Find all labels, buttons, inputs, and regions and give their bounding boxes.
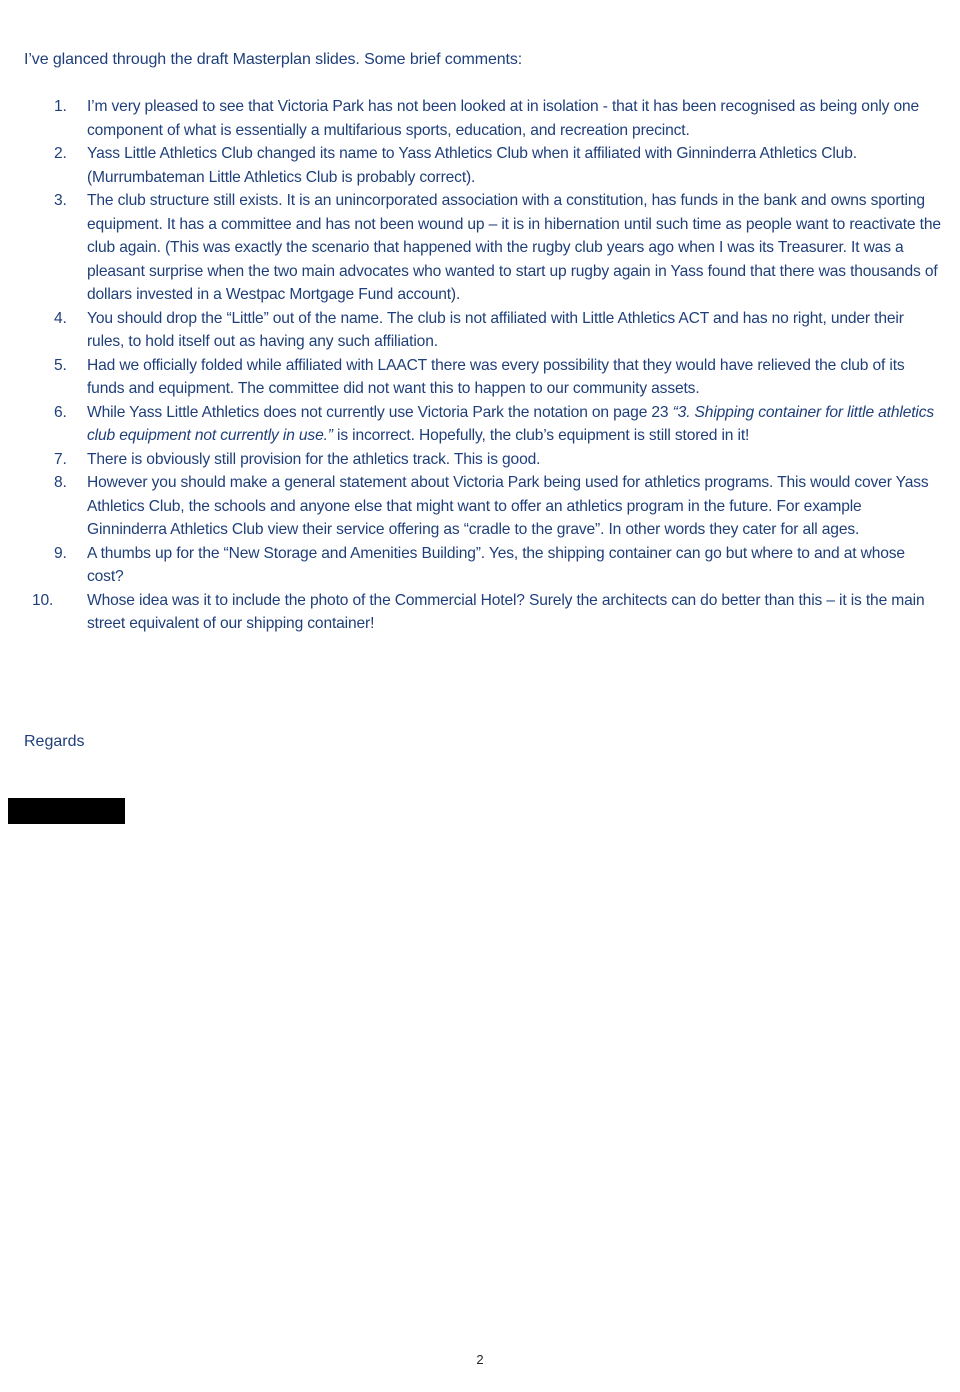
comment-item-4 <box>24 307 944 354</box>
page-number: 2 <box>476 1352 484 1367</box>
comment-text: I’m very pleased to see that Victoria Park has not been looked at in isolation - that it has been recognised as being only one component of what is essentially a multifarious sports, education, and recreation precinct. <box>87 98 920 139</box>
comment-text: Yass Little Athletics Club changed its name to Yass Athletics Club when it affiliated with Ginninderra Athletics Club. (Murrumbateman Little Athletics Club is probably correct). <box>87 145 857 186</box>
comment-item-9 <box>24 542 944 589</box>
comment-item-8 <box>24 471 944 542</box>
comment-number: 6. <box>54 403 67 421</box>
comment-item-1 <box>24 95 944 142</box>
comment-text: You should drop the “Little” out of the name. The club is not affiliated with Little Athletics ACT and has no right, under their rules, to hold itself out as having any such affiliation. <box>87 309 904 350</box>
comment-text: A thumbs up for the “New Storage and Amenities Building”. Yes, the shipping container can go but where to and at whose cost? <box>87 544 905 585</box>
comment-item-10 <box>24 589 944 636</box>
comment-number: 9. <box>54 544 67 562</box>
comment-number: 7. <box>54 450 67 468</box>
comment-item-5 <box>24 354 944 401</box>
comment-text: The club structure still exists. It is an unincorporated association with a constitution, has funds in the bank and owns sporting equipment. It has a committee and has not been wound up – it is in hibernation until such time as people want to reactivate the club again. (This was exactly the scenario that happened with the rugby club years ago when I was its Treasurer. It was a pleasant surprise when the two main advocates who wanted to start up rugby again in Yass found that there was thousands of dollars invested in a Westpac Mortgage Fund account). <box>87 192 941 303</box>
comment-item-7 <box>24 448 944 472</box>
closing-regards: Regards <box>24 733 85 750</box>
comment-text <box>87 404 934 445</box>
comment-number: 1. <box>54 98 67 115</box>
comment-text: There is obviously still provision for the athletics track. This is good. <box>87 450 541 468</box>
comment-text: However you should make a general statement about Victoria Park being used for athletics programs. This would cover Yass Athletics Club, the schools and anyone else that might want to offer an athletics program in the future. For example Ginninderra Athletics Club view their service offering as “cradle to the grave”. In other words they cater for all ages. <box>87 474 929 538</box>
comment-number: 4. <box>54 309 67 327</box>
comment-number: 8. <box>54 474 67 491</box>
intro-paragraph: I’ve glanced through the draft Masterplan slides. Some brief comments: <box>24 51 523 68</box>
comment-text-before: While Yass Little Athletics does not currently use Victoria Park the notation on page 23 <box>87 403 673 421</box>
comment-list <box>24 95 944 636</box>
comment-text: Whose idea was it to include the photo of the Commercial Hotel? Surely the architects can do better than this – it is the main street equivalent of our shipping container! <box>87 591 925 632</box>
comment-text-quoted-notation: “3. Shipping container for little athletics club equipment not currently in use.” <box>87 403 935 444</box>
comment-text-after: is incorrect. Hopefully, the club’s equipment is still stored in it! <box>332 427 750 444</box>
comment-number: 2. <box>54 145 67 162</box>
comment-item-2 <box>24 142 944 189</box>
comment-text: Had we officially folded while affiliated with LAACT there was every possibility that they would have relieved the club of its funds and equipment. The committee did not want this to happen to our community assets. <box>87 356 905 397</box>
redacted-signature-block <box>8 798 125 824</box>
comment-item-3 <box>24 189 944 307</box>
comment-number: 10. <box>32 591 54 609</box>
comment-number: 3. <box>54 192 67 209</box>
comment-number: 5. <box>54 356 67 374</box>
comment-item-6 <box>24 401 944 448</box>
